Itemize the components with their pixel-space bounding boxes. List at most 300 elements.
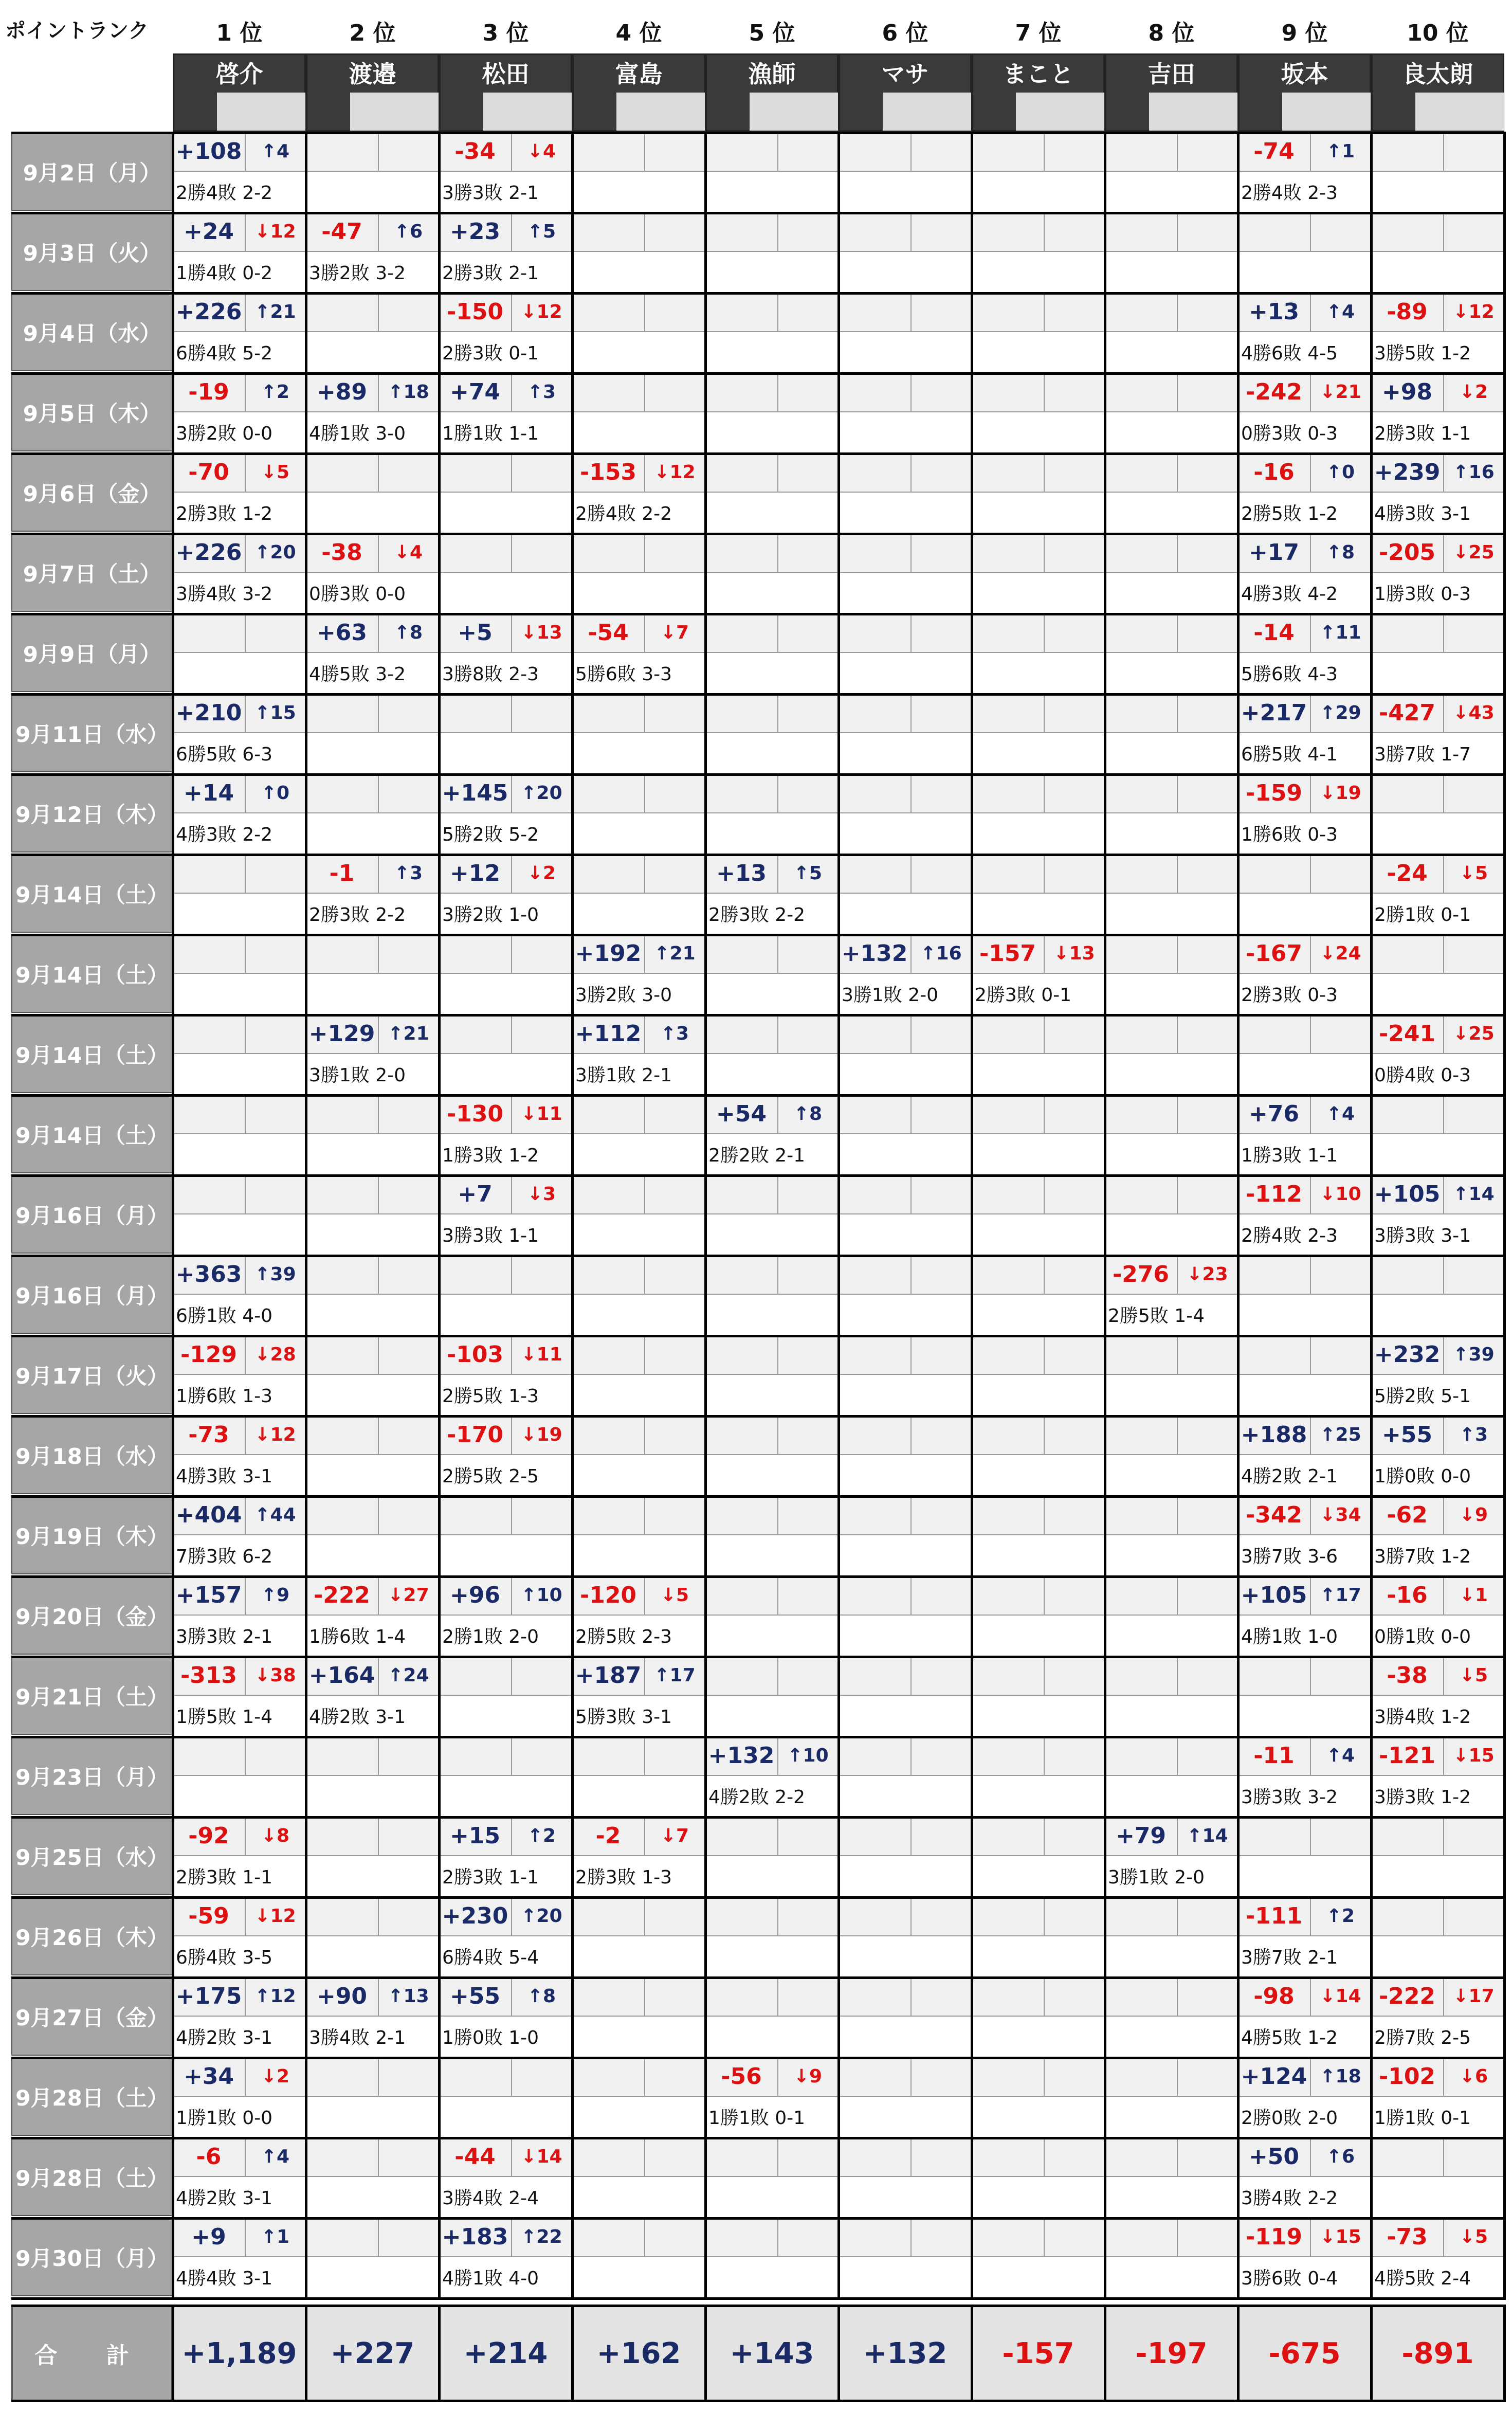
cell-mid-divider [1371,652,1504,653]
win-loss-record: 2勝3敗 2-2 [708,904,806,926]
cell-inner-divider [1177,452,1178,492]
record-subrow [839,1534,972,1575]
win-loss-record: 3勝1敗 2-1 [575,1064,672,1086]
record-subrow [972,812,1105,854]
cell-mid-divider [173,652,306,653]
cell-inner-divider [910,1656,912,1695]
score-subrow [306,132,439,171]
cell-mid-divider [1105,411,1238,412]
date-cell: 9月28日（土） [11,2058,173,2136]
rank-change: ↑44 [254,1504,296,1526]
score-subrow [306,1174,439,1213]
cell-mid-divider [306,812,439,813]
cell-mid-divider [705,1053,839,1054]
score-subrow [1371,934,1504,973]
column-divider [172,2305,174,2402]
cell-inner-divider [1443,1896,1444,1935]
cell-mid-divider [306,1534,439,1535]
player-name-box [217,93,305,131]
points-value: -170 [446,1421,504,1448]
score-subrow [972,1736,1105,1775]
cell-mid-divider [1105,812,1238,813]
record-subrow [1105,973,1238,1014]
cell-mid-divider [972,1374,1105,1375]
cell-inner-divider [1044,372,1045,411]
cell-mid-divider [1371,1133,1504,1134]
cell-inner-divider [1443,613,1444,652]
rank-change: ↑25 [1320,1424,1361,1445]
record-subrow [705,732,839,773]
column-divider [704,2305,707,2402]
score-subrow [572,773,705,812]
points-value: -92 [188,1822,229,1849]
record-subrow [839,1213,972,1255]
cell-mid-divider [572,1374,705,1375]
win-loss-record: 4勝5敗 1-2 [1241,2027,1338,2048]
rank-change: ↓25 [1453,541,1495,563]
win-loss-record: 1勝3敗 0-3 [1374,583,1471,605]
cell-mid-divider [572,1775,705,1776]
win-loss-record: 3勝4敗 3-2 [176,583,273,605]
record-subrow [972,1775,1105,1816]
score-subrow [439,1255,572,1294]
record-subrow [705,572,839,613]
rank-change: ↑12 [254,1985,296,2007]
score-subrow [705,1014,839,1053]
rank-change: ↓7 [660,622,689,643]
points-value: -222 [313,1582,371,1608]
record-subrow [1371,2176,1504,2217]
cell-mid-divider [839,1534,972,1535]
cell-mid-divider [173,1053,306,1054]
record-subrow [306,1454,439,1495]
rank-change: ↑5 [793,862,823,884]
rank-change: ↓25 [1453,1023,1495,1044]
rank-change: ↑2 [1326,1905,1355,1927]
points-value: -167 [1245,940,1303,967]
row-divider [11,1014,1504,1017]
row-divider [11,613,1504,615]
points-value: +23 [449,218,501,245]
rank-number: 1 位 [216,20,263,46]
score-subrow [972,2217,1105,2256]
points-value: +55 [1381,1421,1433,1448]
record-subrow [306,1374,439,1415]
cell-inner-divider [644,2057,645,2096]
points-value: -313 [180,1662,238,1689]
date-cell: 9月9日（月） [11,614,173,692]
record-subrow [173,1053,306,1094]
record-subrow [1105,1374,1238,1415]
cell-inner-divider [777,1656,778,1695]
column-divider [971,2305,973,2402]
record-subrow [306,1935,439,1976]
cell-mid-divider [839,1454,972,1455]
cell-mid-divider [572,732,705,733]
points-value: -157 [979,940,1036,967]
cell-inner-divider [1044,1174,1045,1213]
record-subrow [839,1374,972,1415]
cell-inner-divider [910,452,912,492]
record-subrow [839,331,972,372]
cell-mid-divider [1371,1294,1504,1295]
record-subrow [1105,2176,1238,2217]
win-loss-record: 5勝2敗 5-2 [442,824,539,845]
record-subrow [972,732,1105,773]
rank-change: ↓38 [254,1664,296,1686]
cell-mid-divider [306,1374,439,1375]
total-value: -675 [1238,2305,1371,2402]
score-subrow [439,2057,572,2096]
score-subrow [306,1335,439,1374]
cell-inner-divider [1044,693,1045,732]
cell-mid-divider [306,1213,439,1214]
rank-change: ↑20 [254,541,296,563]
win-loss-record: 2勝3敗 0-1 [442,342,539,364]
record-subrow [839,1855,972,1896]
date-cell: 9月16日（月） [11,1175,173,1254]
points-value: -24 [1387,860,1428,886]
cell-inner-divider [910,1255,912,1294]
record-subrow [1105,1775,1238,1816]
cell-mid-divider [306,732,439,733]
win-loss-record: 1勝6敗 0-3 [1241,824,1338,845]
rank-change: ↑0 [1326,461,1355,483]
score-subrow [1105,452,1238,492]
win-loss-record: 3勝3敗 2-1 [442,182,539,204]
cell-inner-divider [910,1174,912,1213]
date-cell: 9月3日（火） [11,213,173,291]
score-subrow [705,613,839,652]
cell-mid-divider [705,1534,839,1535]
points-value: +157 [175,1582,242,1608]
rank-change: ↑13 [388,1985,429,2007]
score-subrow [705,372,839,411]
cell-inner-divider [777,292,778,331]
points-value: +34 [183,2063,234,2090]
cell-inner-divider [644,533,645,572]
rank-change: ↓13 [1053,942,1095,964]
score-subrow [1105,1094,1238,1133]
cell-mid-divider [1238,1855,1371,1856]
points-value: +9 [191,2223,226,2250]
rank-change: ↑4 [1326,1103,1355,1124]
score-subrow [705,533,839,572]
record-subrow [439,572,572,613]
cell-inner-divider [1177,1335,1178,1374]
win-loss-record: 0勝4敗 0-3 [1374,1064,1471,1086]
cell-inner-divider [644,1255,645,1294]
record-subrow [972,171,1105,212]
cell-mid-divider [306,973,439,974]
cell-inner-divider [777,452,778,492]
record-subrow [306,2256,439,2297]
cell-inner-divider [1310,212,1311,251]
record-subrow [572,331,705,372]
cell-inner-divider [777,2137,778,2176]
cell-mid-divider [306,1454,439,1455]
rank-change: ↑4 [1326,301,1355,322]
cell-mid-divider [1371,2176,1504,2177]
cell-inner-divider [910,693,912,732]
win-loss-record: 2勝5敗 2-3 [575,1626,672,1647]
points-value: -38 [1387,1662,1428,1689]
cell-mid-divider [705,812,839,813]
record-subrow [306,492,439,533]
record-subrow [173,1775,306,1816]
points-value: +63 [316,619,368,646]
win-loss-record: 0勝3敗 0-0 [309,583,406,605]
score-subrow [1238,212,1371,251]
score-subrow [572,2217,705,2256]
cell-inner-divider [378,1335,379,1374]
score-subrow [972,693,1105,732]
score-subrow [1105,1575,1238,1614]
cell-mid-divider [1238,1374,1371,1375]
cell-mid-divider [839,572,972,573]
row-divider [11,1415,1504,1418]
win-loss-record: 3勝4敗 2-2 [1241,2187,1338,2209]
score-subrow [572,1255,705,1294]
score-subrow [439,452,572,492]
cell-mid-divider [705,411,839,412]
record-subrow [439,1053,572,1094]
cell-mid-divider [1105,251,1238,252]
cell-inner-divider [378,934,379,973]
win-loss-record: 3勝3敗 3-1 [1374,1225,1471,1246]
rank-number: 6 位 [882,20,928,46]
win-loss-record: 4勝3敗 3-1 [176,1465,273,1487]
record-subrow [572,1213,705,1255]
score-subrow [839,1174,972,1213]
cell-mid-divider [705,2176,839,2177]
cell-inner-divider [245,1094,246,1133]
cell-inner-divider [910,1014,912,1053]
score-subrow [972,1014,1105,1053]
points-value: +17 [1248,539,1300,566]
cell-inner-divider [644,292,645,331]
player-name: 良太朗 [1402,60,1473,88]
win-loss-record: 4勝3敗 3-1 [1374,503,1471,524]
cell-inner-divider [1044,1896,1045,1935]
points-value: -11 [1253,1742,1295,1769]
cell-inner-divider [245,854,246,893]
record-subrow [972,1534,1105,1575]
row-divider [11,1255,1504,1257]
record-subrow [839,1454,972,1495]
cell-mid-divider [972,572,1105,573]
score-subrow [1105,1415,1238,1454]
record-subrow [306,1855,439,1896]
win-loss-record: 3勝7敗 2-1 [1241,1947,1338,1968]
record-subrow [1238,1294,1371,1335]
record-subrow [972,492,1105,533]
rank-change: ↑2 [527,1825,556,1846]
win-loss-record: 3勝4敗 2-1 [309,2027,406,2048]
score-subrow [839,1014,972,1053]
cell-inner-divider [378,1736,379,1775]
score-subrow [839,1816,972,1855]
record-subrow [572,1935,705,1976]
cell-inner-divider [1044,1656,1045,1695]
record-subrow [1105,2256,1238,2297]
cell-mid-divider [972,732,1105,733]
points-value: +12 [449,860,501,886]
cell-inner-divider [1044,2057,1045,2096]
points-value: +217 [1241,699,1307,726]
win-loss-record: 4勝3敗 2-2 [176,824,273,845]
cell-mid-divider [972,1294,1105,1295]
date-cell: 9月2日（月） [11,133,173,211]
rank-number: 2 位 [349,20,396,46]
record-subrow [306,973,439,1014]
cell-mid-divider [572,2016,705,2017]
record-subrow [972,251,1105,292]
rank-change: ↓2 [527,862,556,884]
record-subrow [1105,1534,1238,1575]
cell-mid-divider [1105,2096,1238,2097]
record-subrow [439,732,572,773]
score-subrow [572,2137,705,2176]
score-subrow [1105,1736,1238,1775]
row-divider [11,2217,1504,2220]
cell-mid-divider [705,251,839,252]
cell-inner-divider [1044,1335,1045,1374]
cell-mid-divider [839,492,972,493]
rank-change: ↑10 [787,1745,829,1766]
cell-inner-divider [910,533,912,572]
row-divider [11,1094,1504,1097]
cell-mid-divider [705,1614,839,1616]
cell-mid-divider [1105,1213,1238,1214]
cell-inner-divider [910,292,912,331]
cell-inner-divider [1044,1415,1045,1454]
rank-change: ↑11 [1320,622,1361,643]
cell-mid-divider [1105,572,1238,573]
player-name: まこと [1003,60,1074,88]
points-value: +175 [175,1983,242,2009]
points-value: +108 [175,138,242,165]
rank-number: 8 位 [1148,20,1195,46]
score-subrow [1105,1976,1238,2016]
date-cell: 9月27日（金） [11,1977,173,2056]
cell-inner-divider [777,1174,778,1213]
score-subrow [572,1094,705,1133]
record-subrow [839,2176,972,2217]
cell-mid-divider [306,171,439,172]
record-subrow [705,411,839,452]
rank-change: ↑3 [660,1023,689,1044]
cell-inner-divider [644,1976,645,2016]
rank-change: ↑9 [261,1584,290,1606]
row-divider [11,372,1504,375]
points-value: +5 [458,619,493,646]
date-cell: 9月25日（水） [11,1817,173,1895]
cell-mid-divider [306,1855,439,1856]
rank-change: ↑3 [1459,1424,1488,1445]
score-subrow [972,1976,1105,2016]
points-value: +79 [1115,1822,1167,1849]
record-subrow [839,1695,972,1736]
win-loss-record: 2勝1敗 2-0 [442,1626,539,1647]
rank-number: 10 位 [1407,20,1469,46]
row-divider [11,1335,1504,1337]
win-loss-record: 2勝5敗 1-2 [1241,503,1338,524]
cell-mid-divider [173,893,306,894]
record-subrow [839,1053,972,1094]
column-divider [571,2305,574,2402]
cell-mid-divider [839,1775,972,1776]
score-subrow [572,372,705,411]
record-subrow [439,1775,572,1816]
totals-label: 合 計 [11,2305,173,2402]
cell-inner-divider [1177,934,1178,973]
points-value: -73 [1387,2223,1428,2250]
cell-inner-divider [1044,1575,1045,1614]
rank-change: ↑24 [388,1664,429,1686]
score-subrow [1371,212,1504,251]
score-subrow [1238,1335,1371,1374]
cell-mid-divider [972,1213,1105,1214]
record-subrow [1105,1614,1238,1656]
win-loss-record: 6勝4敗 5-4 [442,1947,539,1968]
date-cell: 9月18日（水） [11,1416,173,1494]
rank-change: ↑16 [1453,461,1495,483]
record-subrow [839,251,972,292]
score-subrow [705,934,839,973]
record-subrow [1105,411,1238,452]
cell-mid-divider [1105,1374,1238,1375]
cell-mid-divider [572,572,705,573]
points-value: +230 [442,1902,508,1929]
rank-change: ↓11 [521,1103,562,1124]
score-subrow [1371,613,1504,652]
points-value: -62 [1387,1501,1428,1528]
column-divider [1237,132,1240,2300]
win-loss-record: 2勝7敗 2-5 [1374,2027,1471,2048]
score-subrow [705,292,839,331]
rank-number: 7 位 [1015,20,1062,46]
score-subrow [1105,934,1238,973]
cell-inner-divider [1177,773,1178,812]
cell-inner-divider [777,533,778,572]
score-subrow [972,212,1105,251]
score-subrow [972,1415,1105,1454]
cell-mid-divider [439,1053,572,1054]
score-subrow [572,2057,705,2096]
record-subrow [572,893,705,934]
points-value: -242 [1245,378,1303,405]
cell-inner-divider [777,773,778,812]
score-subrow [1105,212,1238,251]
record-subrow [572,1294,705,1335]
win-loss-record: 4勝4敗 3-1 [176,2267,273,2289]
cell-inner-divider [1177,533,1178,572]
score-subrow [306,452,439,492]
score-subrow [306,1415,439,1454]
score-subrow [1238,1816,1371,1855]
date-cell: 9月6日（金） [11,453,173,532]
record-subrow [306,1775,439,1816]
cell-inner-divider [378,1174,379,1213]
cell-inner-divider [644,2137,645,2176]
cell-inner-divider [1310,1656,1311,1695]
record-subrow [1371,1133,1504,1174]
score-subrow [173,1014,306,1053]
points-value: +124 [1241,2063,1307,2090]
record-subrow [839,893,972,934]
record-subrow [839,492,972,533]
